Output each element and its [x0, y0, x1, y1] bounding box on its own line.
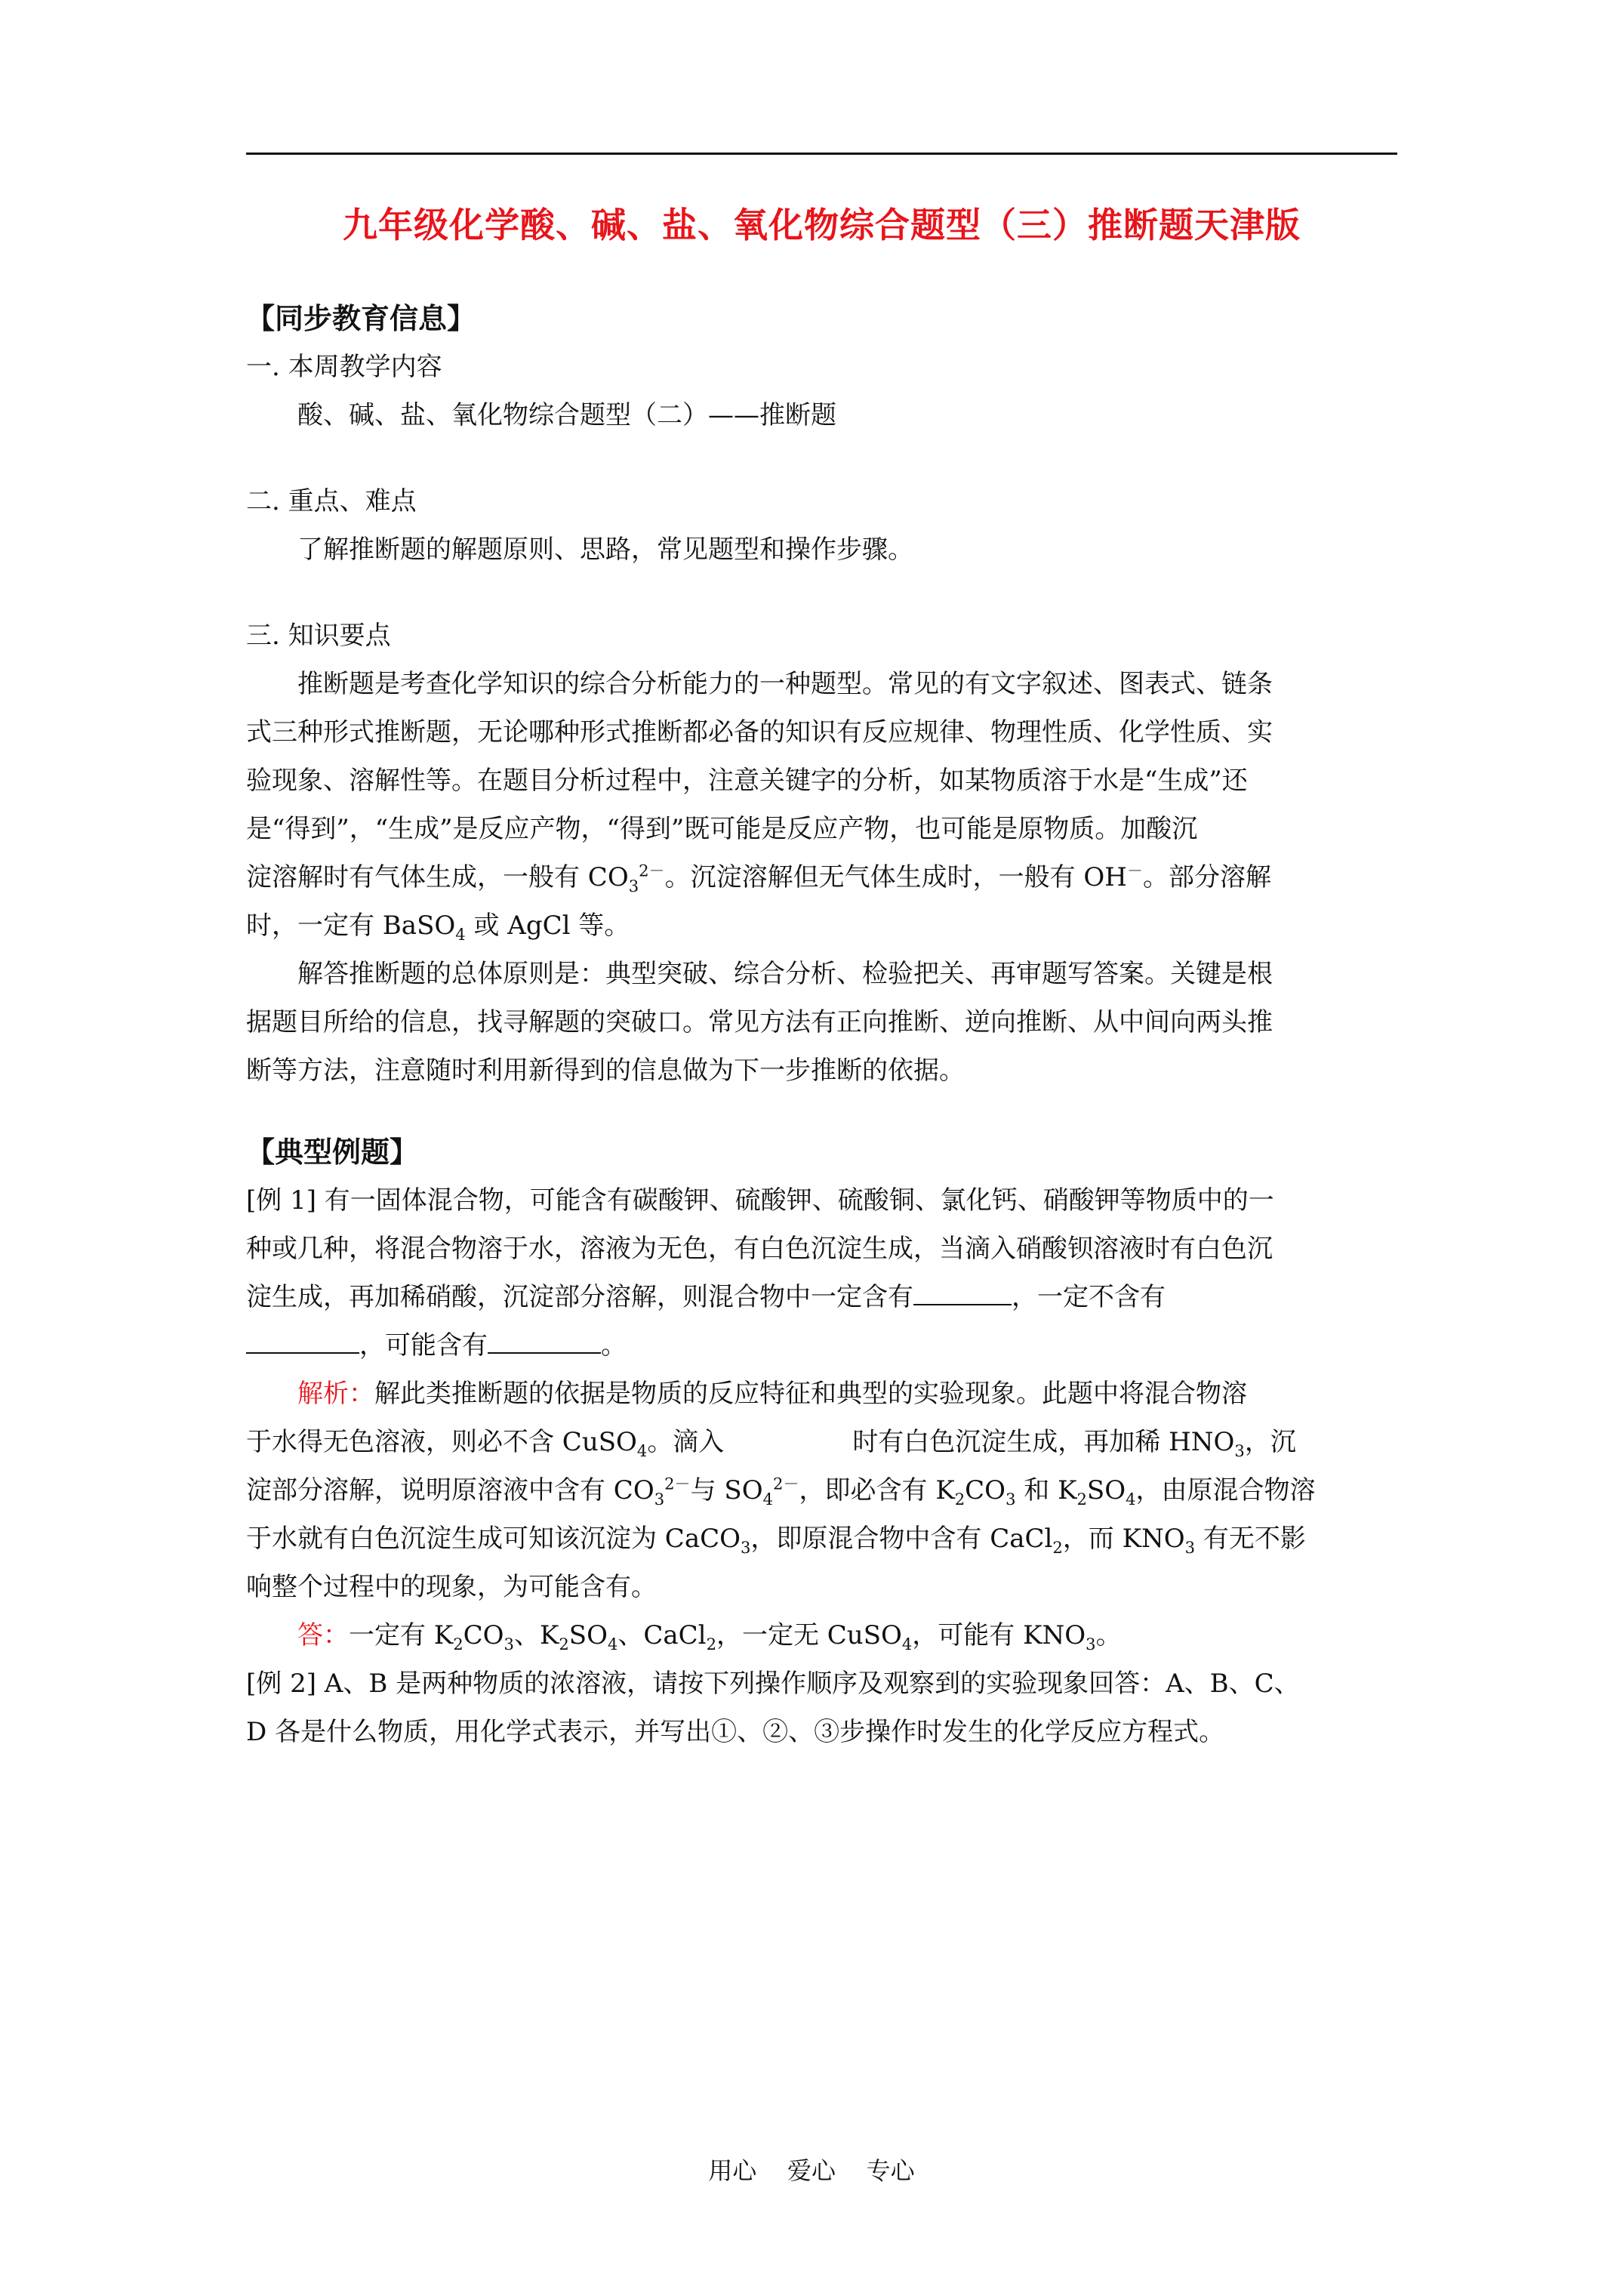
superscript: 2－ [773, 1474, 799, 1493]
text-run: ，沉 [1244, 1427, 1296, 1457]
subscript: 2 [954, 1489, 965, 1509]
section-heading-examples: 【典型例题】 [246, 1135, 419, 1169]
text-run: 有无不影 [1195, 1524, 1306, 1554]
text-run: 、CaCl [617, 1620, 707, 1650]
spacer [246, 574, 1397, 612]
text-run: ，可能含有 [359, 1330, 488, 1361]
text-line [246, 1370, 1397, 1418]
subscript: 3 [1006, 1489, 1016, 1509]
text-line: 推断题是考查化学知识的综合分析能力的一种题型。常见的有文字叙述、图表式、链条 [297, 669, 1273, 699]
text-line [246, 1466, 1397, 1515]
subscript: 3 [1184, 1537, 1196, 1557]
example-1 [246, 1176, 1397, 1370]
text-run: 。 [601, 1330, 627, 1361]
spacer [246, 1095, 1397, 1128]
text-run: 时，一定有 BaSO [246, 911, 456, 941]
item1-heading: 一. 本周教学内容 [246, 352, 442, 382]
text-line [246, 853, 1397, 901]
spacer [246, 439, 1397, 477]
knowledge-paragraph-1 [246, 660, 1397, 950]
text-line: 解答推断题的总体原则是：典型突破、综合分析、检验把关、再审题写答案。关键是根 [297, 959, 1273, 989]
text-run: 解此类推断题的依据是物质的反应特征和典型的实验现象。此题中将混合物溶 [374, 1379, 1247, 1409]
item3-heading: 三. 知识要点 [246, 621, 391, 651]
text-run: 淀部分溶解，说明原溶液中含有 CO [246, 1475, 654, 1505]
text-run: 或 AgCl 等。 [465, 911, 630, 941]
answer-label: 答： [297, 1620, 349, 1650]
subscript: 2 [706, 1634, 716, 1653]
text-line: 式三种形式推断题，无论哪种形式推断都必备的知识有反应规律、物理性质、化学性质、实 [246, 717, 1273, 747]
superscript: － [1126, 861, 1144, 880]
superscript: 2－ [639, 861, 665, 880]
text-run: 、K [513, 1620, 559, 1650]
text-run: 于水就有白色沉淀生成可知该沉淀为 CaCO [246, 1524, 741, 1554]
subscript: 3 [504, 1634, 514, 1653]
text-run: ，即原混合物中含有 CaCl [750, 1524, 1053, 1554]
answer-blank-must-contain [913, 1281, 1012, 1305]
subscript: 4 [636, 1441, 648, 1460]
text-run: ，即必含有 K [799, 1475, 955, 1505]
answer-line [246, 1611, 1397, 1660]
item2-heading: 二. 重点、难点 [246, 486, 417, 516]
answer-blank-may-contain [488, 1330, 601, 1354]
text-run: 。部分溶解 [1143, 862, 1272, 892]
text-run: 时有白色沉淀生成，再加稀 HNO [852, 1427, 1235, 1457]
subscript: 2 [453, 1634, 463, 1653]
text-run: SO [1086, 1475, 1126, 1505]
header-rule [246, 153, 1397, 155]
text-run: ，一定无 CuSO [716, 1620, 902, 1650]
text-line: 断等方法，注意随时利用新得到的信息做为下一步推断的依据。 [246, 1056, 965, 1086]
text-line: D 各是什么物质，用化学式表示，并写出①、②、③步操作时发生的化学反应方程式。 [246, 1717, 1225, 1747]
text-run: 。滴入 [647, 1427, 725, 1457]
text-run: 淀溶解时有气体生成，一般有 CO [246, 862, 629, 892]
text-line [246, 1418, 1397, 1466]
text-run: SO [568, 1620, 608, 1650]
subscript: 4 [1126, 1489, 1136, 1509]
text-run: ，由原混合物溶 [1135, 1475, 1316, 1505]
subscript: 4 [762, 1489, 774, 1509]
text-line: 据题目所给的信息，找寻解题的突破口。常见方法有正向推断、逆向推断、从中间向两头推 [246, 1007, 1273, 1037]
text-line [246, 1273, 1397, 1321]
example-2 [246, 1660, 1397, 1756]
text-run: 淀生成，再加稀硝酸，沉淀部分溶解，则混合物中一定含有 [246, 1282, 913, 1312]
text-run: ，可能有 KNO [912, 1620, 1086, 1650]
item2-text: 了解推断题的解题原则、思路，常见题型和操作步骤。 [297, 535, 913, 565]
superscript: 2－ [664, 1474, 691, 1493]
text-run: 。沉淀溶解但无气体生成时，一般有 OH [664, 862, 1127, 892]
answer-blank-must-not-contain [246, 1330, 359, 1354]
subscript: 3 [1234, 1441, 1245, 1460]
section-heading-sync: 【同步教育信息】 [246, 301, 476, 335]
subscript: 2 [1076, 1489, 1087, 1509]
subscript: 2 [559, 1634, 569, 1653]
text-line: 种或几种，将混合物溶于水，溶液为无色，有白色沉淀生成，当滴入硝酸钡溶液时有白色沉 [246, 1234, 1273, 1264]
text-run: ，而 KNO [1062, 1524, 1185, 1554]
text-run: 于水得无色溶液，则必不含 CuSO [246, 1427, 637, 1457]
text-run: 和 K [1015, 1475, 1077, 1505]
text-line: 响整个过程中的现象，为可能含有。 [246, 1572, 657, 1602]
document-body [246, 294, 1397, 1756]
text-run: ，一定不含有 [1012, 1282, 1166, 1312]
text-run: CO [463, 1620, 504, 1650]
text-line: 验现象、溶解性等。在题目分析过程中，注意关键字的分析，如某物质溶于水是“生成”还 [246, 766, 1248, 796]
knowledge-paragraph-2 [246, 950, 1397, 1095]
text-run: 与 SO [690, 1475, 763, 1505]
subscript: 3 [1086, 1634, 1096, 1653]
subscript: 4 [455, 924, 466, 944]
text-line [246, 1515, 1397, 1563]
subscript: 2 [1052, 1537, 1063, 1557]
subscript: 3 [628, 876, 639, 895]
page-footer: 用心 爱心 专心 [708, 2156, 915, 2185]
page-title: 九年级化学酸、碱、盐、氧化物综合题型（三）推断题天津版 [343, 205, 1301, 245]
analysis-label: 解析： [297, 1379, 374, 1409]
subscript: 3 [654, 1489, 665, 1509]
text-line: 是“得到”，“生成”是反应产物，“得到”既可能是反应产物，也可能是原物质。加酸沉 [246, 814, 1198, 844]
analysis-paragraph [246, 1370, 1397, 1611]
subscript: 4 [901, 1634, 913, 1653]
text-line: [例 1] 有一固体混合物，可能含有碳酸钾、硫酸钾、硫酸铜、氯化钙、硝酸钾等物质中的一 [246, 1185, 1274, 1216]
text-run: 一定有 K [349, 1620, 454, 1650]
subscript: 3 [740, 1537, 751, 1557]
text-line [246, 901, 1397, 950]
item1-text: 酸、碱、盐、氧化物综合题型（二）——推断题 [297, 400, 836, 430]
text-line: [例 2] A、B 是两种物质的浓溶液，请按下列操作顺序及观察到的实验现象回答：A、B、C、 [246, 1669, 1300, 1699]
text-run: CO [965, 1475, 1006, 1505]
text-run: 。 [1095, 1620, 1122, 1650]
text-line [246, 1321, 1397, 1370]
subscript: 4 [607, 1634, 618, 1653]
